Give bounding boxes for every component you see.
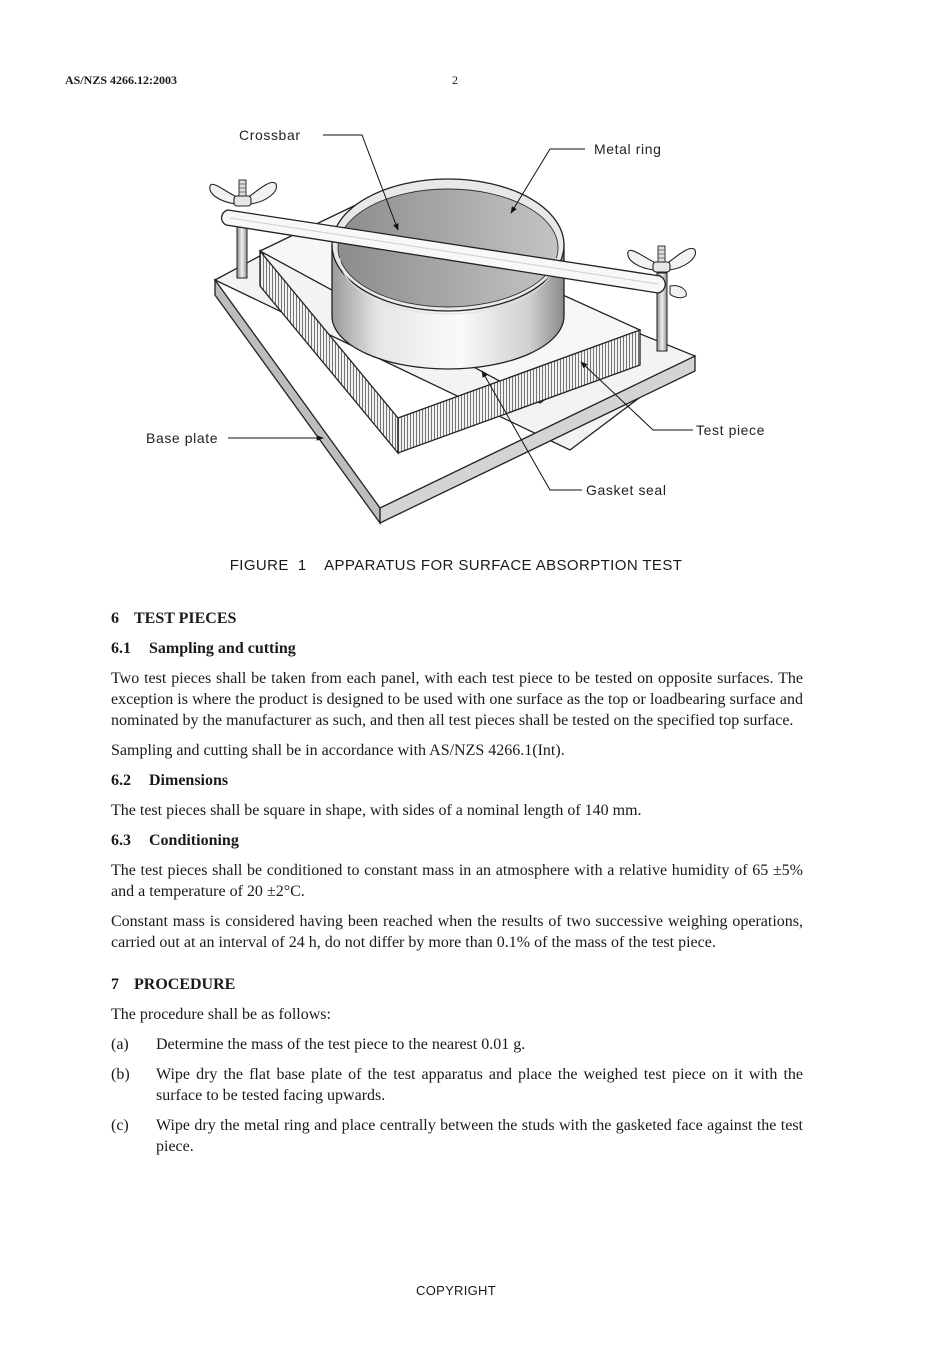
list-label: (b) [111,1066,130,1083]
copyright-footer: COPYRIGHT [416,1283,496,1298]
document-body [111,608,803,1157]
label-gasket-seal: Gasket seal [586,482,667,498]
label-test-piece: Test piece [696,422,766,438]
section-title: PROCEDURE [134,976,236,993]
section-title: Conditioning [149,832,239,849]
section-title: TEST PIECES [134,610,237,627]
section-6-heading [111,608,803,629]
paragraph: Sampling and cutting shall be in accordance with AS/NZS 4266.1(Int). [111,742,565,759]
section-title: Sampling and cutting [149,640,296,657]
section-number: 6.3 [111,832,131,849]
section-title: Dimensions [149,772,229,789]
list-text: Wipe dry the flat base plate of the test apparatus and place the weighed test piece on it with the surface to be tested facing upwards. [156,1066,803,1104]
list-item [111,1034,803,1055]
paragraph: Constant mass is considered having been reached when the results of two successive weighing operations, carried out at an interval of 24 h, do not differ by more than 0.1% of the mass of the test piece. [111,913,803,951]
metal-ring [332,179,564,369]
left-wing-nut [210,180,277,206]
paragraph: Two test pieces shall be taken from each panel, with each test piece to be tested on opposite surfaces. The exception is where the product is designed to be used with one surface as the top or loadbearing surface and nominated by the manufacturer as such, and then all test pieces shall be tested on the specified top surface. [111,670,803,729]
paragraph: The test pieces shall be conditioned to constant mass in an atmosphere with a relative humidity of 65 ±5% and a temperature of 20 ±2°C. [111,862,803,900]
list-item [111,1064,803,1106]
page-number: 2 [452,73,458,87]
label-base-plate: Base plate [146,430,219,446]
section-6-2-heading [111,770,803,791]
section-number: 6 [111,610,119,627]
list-label: (a) [111,1036,129,1053]
list-item [111,1115,803,1157]
section-7-heading [111,974,803,995]
list-label: (c) [111,1117,129,1134]
list-text: Wipe dry the metal ring and place centrally between the studs with the gasketed face against the test piece. [156,1117,803,1155]
label-crossbar: Crossbar [239,127,301,143]
paragraph: The test pieces shall be square in shape, with sides of a nominal length of 140 mm. [111,802,642,819]
paragraph: The procedure shall be as follows: [111,1006,331,1023]
section-number: 6.1 [111,640,131,657]
label-metal-ring: Metal ring [594,141,662,157]
section-number: 6.2 [111,772,131,789]
section-6-1-heading [111,638,803,659]
section-number: 7 [111,976,119,993]
standard-number: AS/NZS 4266.12:2003 [65,73,178,87]
section-6-3-heading [111,830,803,851]
list-text: Determine the mass of the test piece to the nearest 0.01 g. [156,1036,526,1053]
figure-caption: FIGURE 1 APPARATUS FOR SURFACE ABSORPTION TEST [229,557,683,574]
apparatus-figure [140,118,800,538]
